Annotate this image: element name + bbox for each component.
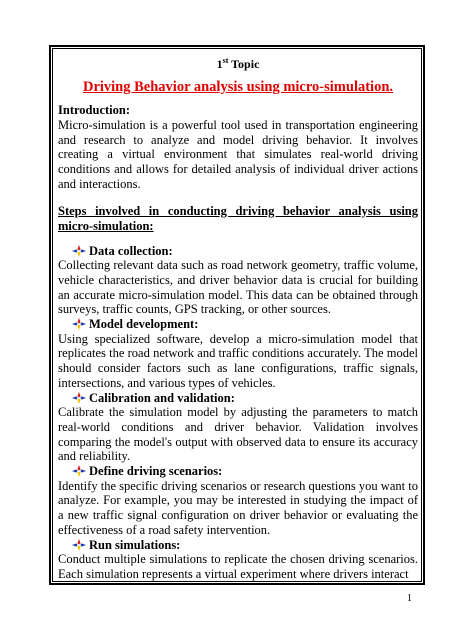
- step-text: Calibrate the simulation model by adjusting the parameters to match real-world conditions and driver behavior. Validation involves comparing the model's output with observed data to ensure its accuracy and reliability.: [58, 405, 418, 464]
- step-heading: [58, 244, 418, 259]
- step-heading: [58, 391, 418, 406]
- topic-number: 1: [216, 57, 223, 71]
- spacer: [58, 234, 418, 244]
- step-heading: [58, 464, 418, 479]
- step-text: Using specialized software, develop a micro-simulation model that replicates the road network and traffic conditions accurately. The model should consider factors such as lane configurations, traffic signals, intersections, and various types of vehicles.: [58, 331, 418, 390]
- spacer: [58, 192, 418, 204]
- step-text: Conduct multiple simulations to replicate the chosen driving scenarios. Each simulation represents a virtual experiment where drivers interact: [58, 552, 418, 581]
- four-arrow-star-icon: [72, 539, 86, 551]
- step-text: Collecting relevant data such as road network geometry, traffic volume, vehicle characteristics, and driver behavior data is crucial for building an accurate micro-simulation model. This data can be obtained through surveys, traffic counts, GPS tracking, or other sources.: [58, 258, 418, 317]
- step-heading: [58, 317, 418, 332]
- document-title: Driving Behavior analysis using micro-simulation.: [82, 79, 394, 95]
- page-number: 1: [407, 593, 412, 604]
- topic-word: Topic: [231, 57, 260, 71]
- steps-list: [58, 244, 418, 582]
- four-arrow-star-icon: [72, 392, 86, 404]
- page-content: [58, 50, 418, 582]
- step-heading-label: Model development:: [89, 317, 199, 332]
- four-arrow-star-icon: [72, 318, 86, 330]
- intro-text: Micro-simulation is a powerful tool used in transportation engineering and research to analyze and model driving behavior. It involves creating a virtual environment that simulates real-world driving conditions and allows for detailed analysis of individual driver actions and interactions.: [58, 118, 418, 191]
- step-text: Identify the specific driving scenarios or research questions you want to analyze. For example, you may be interested in studying the impact of a new traffic signal configuration on driver behavior or evaluating the effectiveness of a road safety intervention.: [58, 478, 418, 537]
- topic-heading: [58, 50, 418, 72]
- intro-heading: Introduction:: [58, 103, 131, 117]
- step-heading-label: Define driving scenarios:: [89, 464, 223, 479]
- step-heading-label: Run simulations:: [89, 537, 181, 552]
- step-heading-label: Calibration and validation:: [89, 390, 235, 405]
- steps-heading: Steps involved in conducting driving behavior analysis using micro-simulation:: [58, 203, 418, 233]
- step-heading-label: Data collection:: [89, 243, 173, 258]
- four-arrow-star-icon: [72, 465, 86, 477]
- topic-ordinal: st: [222, 56, 229, 65]
- four-arrow-star-icon: [72, 245, 86, 257]
- step-heading: [58, 538, 418, 553]
